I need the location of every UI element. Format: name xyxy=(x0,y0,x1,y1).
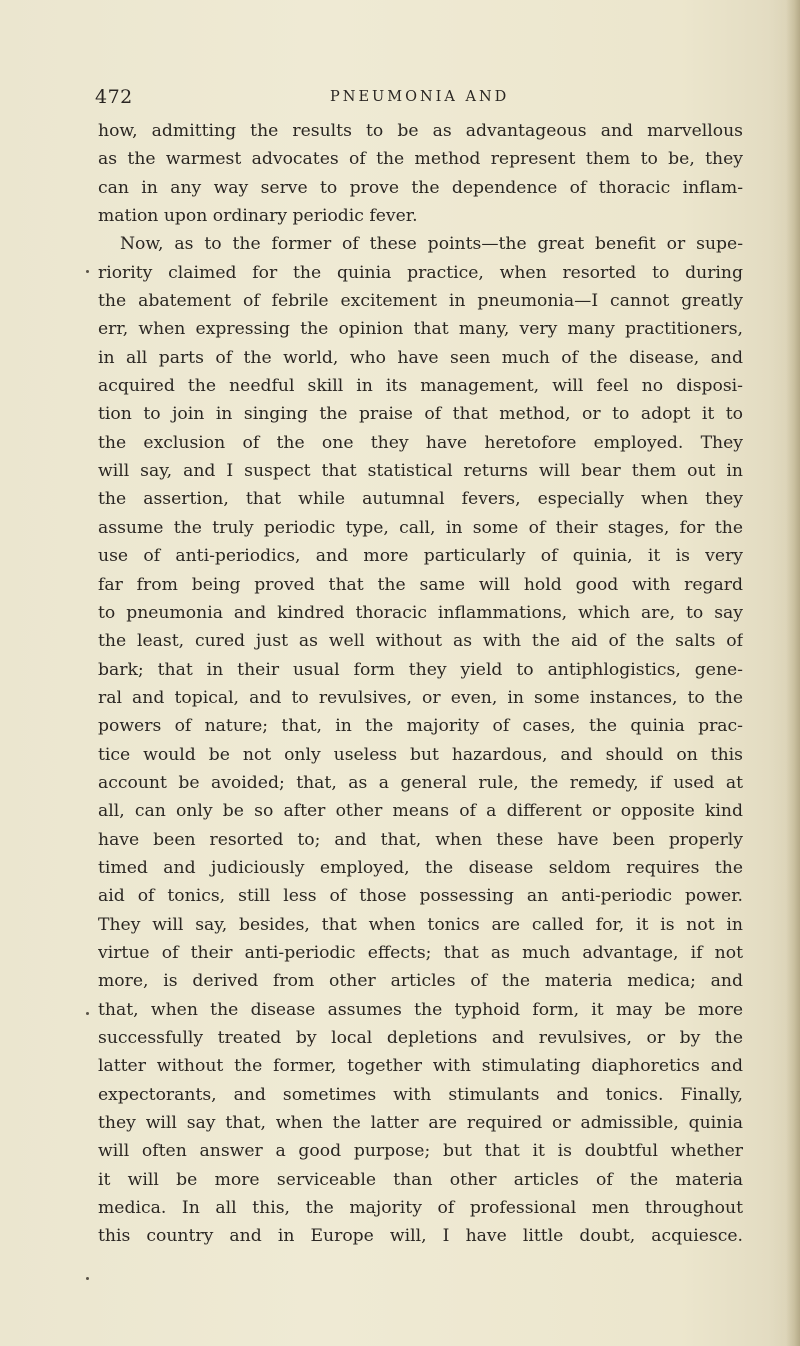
text-line: latter without the former, together with stimulating diaphoretics and xyxy=(98,1056,743,1077)
text-line: expectorants, and sometimes with stimulants and tonics. Finally, xyxy=(98,1084,743,1105)
text-line: the least, cured just as well without as with the aid of the salts of xyxy=(98,631,743,652)
text-line: more, is derived from other articles of the materia medica; and xyxy=(98,971,743,992)
text-line: to pneumonia and kindred thoracic inflammations, which are, to say xyxy=(98,602,743,623)
text-line: ral and topical, and to revulsives, or even, in some instances, to the xyxy=(98,687,743,708)
page-edge-shadow xyxy=(786,0,800,1346)
text-line: aid of tonics, still less of those possessing an anti-periodic power. xyxy=(98,886,743,907)
text-line: assume the truly periodic type, call, in some of their stages, for the xyxy=(98,517,743,538)
text-line: tice would be not only useless but hazardous, and should on this xyxy=(98,744,743,765)
text-line: acquired the needful skill in its management, will feel no disposi- xyxy=(98,376,743,397)
text-line: tion to join in singing the praise of that method, or to adopt it to xyxy=(98,404,743,425)
text-line: all, can only be so after other means of a different or opposite kind xyxy=(98,801,743,822)
text-line: far from being proved that the same will hold good with regard xyxy=(98,574,743,595)
text-line: riority claimed for the quinia practice, when resorted to during xyxy=(98,262,743,283)
text-line: they will say that, when the latter are required or admissible, quinia xyxy=(98,1113,743,1134)
text-line: powers of nature; that, in the majority of cases, the quinia prac- xyxy=(98,716,743,737)
running-head: PNEUMONIA AND xyxy=(330,89,510,105)
text-line: timed and judiciously employed, the disease seldom requires the xyxy=(98,857,743,878)
page-header xyxy=(95,86,745,116)
text-line: medica. In all this, the majority of professional men throughout xyxy=(98,1198,743,1219)
text-line: the assertion, that while autumnal fevers, especially when they xyxy=(98,489,743,510)
text-line: can in any way serve to prove the dependence of thoracic inflam- xyxy=(98,177,743,198)
text-line: bark; that in their usual form they yield to antiphlogistics, gene- xyxy=(98,659,743,680)
text-line: account be avoided; that, as a general rule, the remedy, if used at xyxy=(98,772,743,793)
text-line: in all parts of the world, who have seen much of the disease, and xyxy=(98,347,743,368)
text-line: the exclusion of the one they have heretofore employed. They xyxy=(98,432,743,453)
page-number: 472 xyxy=(95,86,133,108)
margin-speck xyxy=(86,1012,89,1015)
text-line: have been resorted to; and that, when these have been properly xyxy=(98,829,743,850)
text-line: Now, as to the former of these points—the great benefit or supe- xyxy=(120,234,743,255)
text-line: err, when expressing the opinion that many, very many practitioners, xyxy=(98,319,743,340)
body-text xyxy=(98,117,743,1251)
text-line: virtue of their anti-periodic effects; that as much advantage, if not xyxy=(98,942,743,963)
text-line: successfully treated by local depletions and revulsives, or by the xyxy=(98,1028,743,1048)
text-line: as the warmest advocates of the method represent them to be, they xyxy=(98,149,743,170)
text-line: mation upon ordinary periodic fever. xyxy=(98,206,418,227)
text-line: this country and in Europe will, I have little doubt, acquiesce. xyxy=(98,1226,743,1247)
text-line: that, when the disease assumes the typhoid form, it may be more xyxy=(98,999,743,1020)
text-line: the abatement of febrile excitement in pneumonia—I cannot greatly xyxy=(98,291,743,312)
text-line: it will be more serviceable than other articles of the materia xyxy=(98,1169,743,1190)
text-line: how, admitting the results to be as advantageous and marvellous xyxy=(98,121,743,141)
text-line: They will say, besides, that when tonics are called for, it is not in xyxy=(98,914,743,935)
text-line: will say, and I suspect that statistical returns will bear them out in xyxy=(98,461,743,482)
text-line: will often answer a good purpose; but that it is doubtful whether xyxy=(98,1141,743,1162)
margin-speck xyxy=(86,1277,89,1280)
text-line: use of anti-periodics, and more particularly of quinia, it is very xyxy=(98,546,743,567)
margin-speck xyxy=(86,270,89,273)
